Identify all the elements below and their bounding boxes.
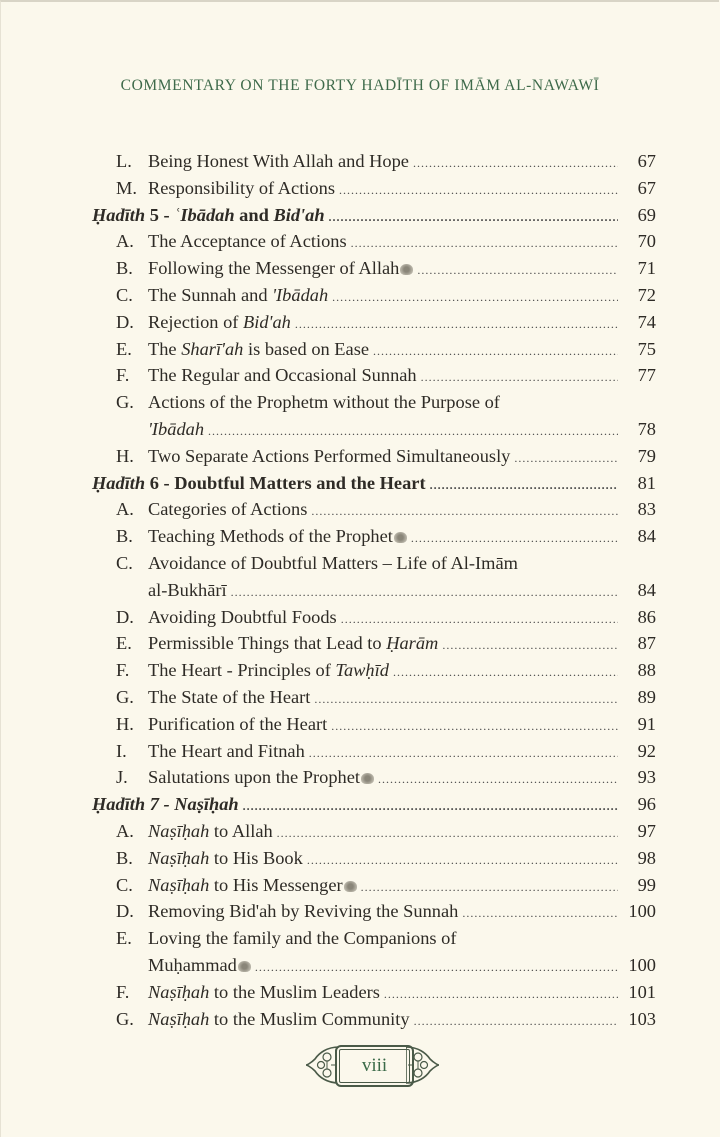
heading-title: Ḥadīth 7 - Naṣīḥah [92,794,239,815]
dot-leader [414,1008,618,1035]
entry-page: 74 [637,311,656,332]
toc-entry[interactable] [116,818,656,845]
dot-leader [231,579,618,606]
entry-page: 96 [637,794,656,815]
entry-title: Permissible Things that Lead to Ḥarām [148,633,439,654]
toc-heading-hadith-6[interactable] [92,470,656,497]
entry-title: Naṣīḥah to His Book [148,847,303,868]
entry-page: 92 [637,740,656,761]
page-number: viii [335,1045,414,1087]
toc-entry[interactable] [116,845,656,872]
dot-leader [373,338,618,365]
entry-letter: A. [116,499,134,520]
dot-leader [361,874,618,901]
toc-heading-hadith-7[interactable] [92,791,656,818]
toc-entry[interactable] [116,711,656,738]
entry-letter: F. [116,981,130,1002]
toc-entry[interactable] [116,282,656,309]
arabesque-ornament-icon [305,1043,339,1087]
entry-letter: D. [116,901,134,922]
toc-entry[interactable] [116,148,656,175]
toc-entry[interactable] [116,738,656,765]
toc-entry[interactable] [116,389,656,416]
entry-page: 75 [637,338,656,359]
entry-page: 84 [637,579,656,600]
entry-page: 71 [637,258,656,279]
arabesque-ornament-icon [406,1043,440,1087]
entry-page: 100 [628,954,656,975]
entry-title: 'Ibādah [148,418,205,439]
toc-entry[interactable] [116,630,656,657]
dot-leader [442,632,618,659]
entry-title: The Heart and Fitnah [148,740,305,761]
dot-leader [393,659,618,686]
dot-leader [243,793,618,820]
entry-page: 84 [637,526,656,547]
toc-entry[interactable] [116,175,656,202]
entry-letter: B. [116,847,133,868]
toc-entry[interactable] [116,764,656,791]
entry-title: Salutations upon the Prophet [148,764,374,791]
salutation-glyph-icon [394,532,407,543]
entry-title: The Regular and Occasional Sunnah [148,365,417,386]
dot-leader [329,204,618,231]
entry-page: 77 [637,365,656,386]
toc-entry[interactable] [116,684,656,711]
dot-leader [255,954,618,981]
entry-title: Muḥammad [148,952,251,979]
entry-page: 67 [637,177,656,198]
entry-letter: M. [116,177,137,198]
entry-page: 99 [637,874,656,895]
dot-leader [413,150,618,177]
dot-leader [332,284,618,311]
entry-page: 78 [637,418,656,439]
entry-title: Two Separate Actions Performed Simultaneously [148,445,511,466]
heading-title: Ḥadīth 6 - Doubtful Matters and the Heart [92,472,426,493]
dot-leader [378,766,618,793]
dot-leader [331,713,618,740]
table-of-contents [92,148,656,1032]
dot-leader [208,418,618,445]
entry-letter: F. [116,365,130,386]
entry-letter: D. [116,606,134,627]
entry-title: Responsibility of Actions [148,177,335,198]
entry-page: 79 [637,445,656,466]
toc-entry[interactable] [116,604,656,631]
toc-heading-hadith-5[interactable] [92,202,656,229]
dot-leader [307,847,618,874]
entry-letter: L. [116,151,132,171]
entry-title: The State of the Heart [148,686,311,707]
toc-entry[interactable] [116,872,656,899]
entry-letter: E. [116,338,132,359]
toc-entry[interactable] [116,443,656,470]
dot-leader [417,257,618,284]
dot-leader [339,177,618,204]
entry-letter: H. [116,445,134,466]
entry-letter: A. [116,231,134,252]
entry-letter: B. [116,258,133,279]
toc-entry-continuation[interactable] [116,952,656,979]
entry-title: Rejection of Bid'ah [148,311,291,332]
entry-title: Removing Bid'ah by Reviving the Sunnah [148,901,459,922]
entry-letter: B. [116,526,133,547]
toc-entry[interactable] [116,550,656,577]
entry-title: Categories of Actions [148,499,308,520]
entry-page: 70 [637,231,656,252]
entry-letter: C. [116,552,133,573]
entry-letter: H. [116,713,134,734]
dot-leader [430,472,618,499]
entry-letter: E. [116,928,132,949]
toc-entry[interactable] [116,898,656,925]
entry-letter: E. [116,633,132,654]
entry-page: 67 [637,151,656,171]
dot-leader [411,525,618,552]
toc-entry[interactable] [116,309,656,336]
toc-entry-continuation[interactable] [116,577,656,604]
entry-title: The Sunnah and 'Ibādah [148,284,329,305]
entry-title: Avoiding Doubtful Foods [148,606,337,627]
entry-letter: J. [116,767,128,788]
entry-letter: G. [116,1008,134,1029]
entry-title: Teaching Methods of the Prophet [148,523,407,550]
dot-leader [514,445,618,472]
toc-entry[interactable] [116,362,656,389]
entry-title: Following the Messenger of Allah [148,255,413,282]
entry-page: 69 [637,204,656,225]
entry-title: Naṣīḥah to His Messenger [148,872,357,899]
entry-letter: C. [116,874,133,895]
entry-page: 87 [637,633,656,654]
entry-letter: A. [116,820,134,841]
toc-entry[interactable] [116,657,656,684]
entry-page: 91 [637,713,656,734]
entry-title: The Acceptance of Actions [148,231,347,252]
toc-entry[interactable] [116,336,656,363]
entry-title: Naṣīḥah to the Muslim Community [148,1008,410,1029]
toc-entry[interactable] [116,496,656,523]
salutation-glyph-icon [238,961,251,972]
salutation-glyph-icon [344,881,357,892]
dot-leader [314,686,618,713]
dot-leader [351,230,618,257]
entry-page: 93 [637,767,656,788]
salutation-glyph-icon [400,264,413,275]
entry-title: Purification of the Heart [148,713,328,734]
entry-title: Avoidance of Doubtful Matters – Life of Al-Imām [148,552,518,573]
entry-title: al-Bukhārī [148,579,227,600]
entry-letter: D. [116,311,134,332]
entry-title: Loving the family and the Companions of [148,928,457,949]
entry-letter: C. [116,284,133,305]
entry-page: 88 [637,660,656,681]
entry-title: The Heart - Principles of Tawḥīd [148,660,389,681]
toc-entry[interactable] [116,228,656,255]
entry-page: 101 [628,981,656,1002]
entry-page: 103 [628,1008,656,1029]
entry-letter: I. [116,740,127,761]
entry-page: 98 [637,847,656,868]
toc-entry-continuation[interactable] [116,416,656,443]
entry-page: 100 [628,901,656,922]
toc-entry[interactable] [116,979,656,1006]
entry-page: 89 [637,686,656,707]
dot-leader [277,820,618,847]
page-number-cartouche [305,1043,440,1087]
entry-page: 97 [637,820,656,841]
entry-letter: F. [116,660,130,681]
dot-leader [384,981,618,1008]
entry-title: Being Honest With Allah and Hope [148,151,409,171]
entry-title: Naṣīḥah to Allah [148,820,273,841]
entry-page: 81 [637,472,656,493]
toc-entry[interactable] [116,925,656,952]
heading-title: Ḥadīth 5 - ʿIbādah and Bid'ah [92,204,325,225]
entry-title: Actions of the Prophetm without the Purpose of [148,392,500,413]
running-head: COMMENTARY ON THE FORTY HADĪTH OF IMĀM AL-NAWAWĪ [120,77,600,94]
entry-title: Naṣīḥah to the Muslim Leaders [148,981,380,1002]
toc-entry[interactable] [116,255,656,282]
toc-entry[interactable] [116,1006,656,1033]
dot-leader [462,900,618,927]
salutation-glyph-icon [361,773,374,784]
dot-leader [309,740,618,767]
dot-leader [421,364,618,391]
entry-letter: G. [116,392,134,413]
dot-leader [295,311,618,338]
entry-page: 86 [637,606,656,627]
entry-page: 83 [637,499,656,520]
toc-entry[interactable] [116,523,656,550]
entry-title: The Sharī'ah is based on Ease [148,338,370,359]
entry-page: 72 [637,284,656,305]
entry-letter: G. [116,686,134,707]
dot-leader [341,606,618,633]
dot-leader [311,498,618,525]
